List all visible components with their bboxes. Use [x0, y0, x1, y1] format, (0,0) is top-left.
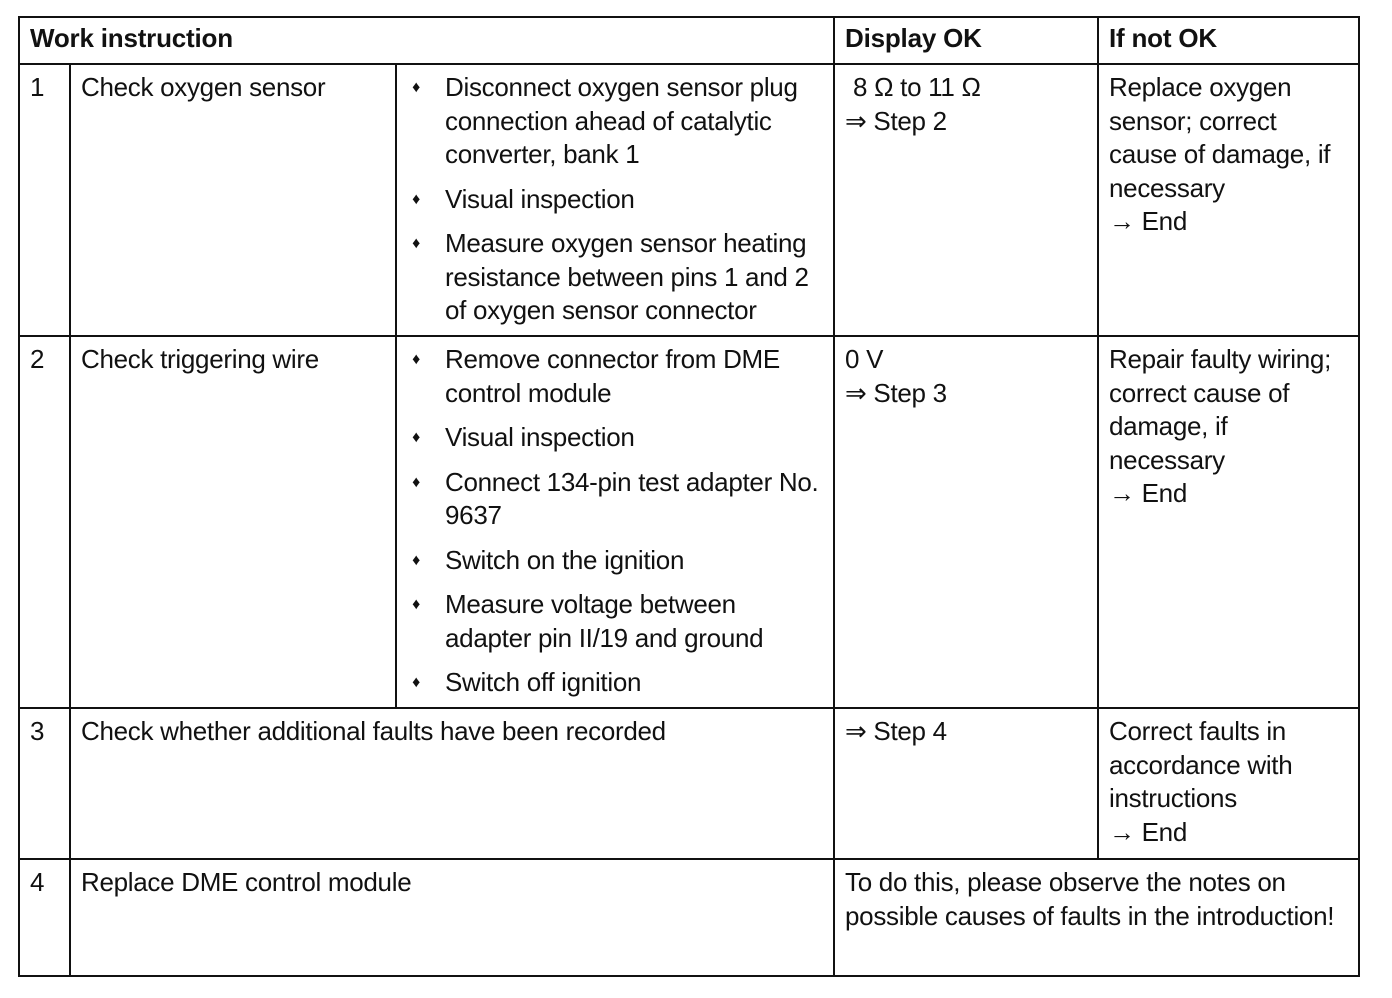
- table-row: [19, 64, 1359, 336]
- list-item: ♦ Visual inspection: [409, 421, 827, 455]
- step-note: To do this, please observe the notes on possible causes of faults in the introduction!: [834, 859, 1359, 976]
- work-instruction-table: [18, 16, 1360, 977]
- work-instruction-sheet: [18, 16, 1358, 977]
- list-item: ♦ Measure voltage between adapter pin II/19 and ground: [409, 588, 827, 655]
- step-task: Check triggering wire: [70, 336, 396, 708]
- header-work-instruction: Work instruction: [19, 17, 834, 64]
- bullet-icon: ♦: [412, 674, 420, 691]
- table-row: [19, 859, 1359, 976]
- display-ok-next: ⇒ Step 2: [845, 105, 947, 136]
- step-task: Replace DME control module: [70, 859, 834, 976]
- list-item: ♦ Switch on the ignition: [409, 544, 827, 578]
- table-header-row: [19, 17, 1359, 64]
- bullet-icon: ♦: [412, 551, 420, 569]
- step-number: 4: [19, 859, 70, 976]
- display-ok-cell: [834, 708, 1098, 859]
- if-not-ok-action: Repair faulty wiring; correct cause of damage, if necessary: [1109, 344, 1332, 475]
- if-not-ok-action: Correct faults in accordance with instructions: [1109, 716, 1293, 813]
- step-number: 2: [19, 336, 70, 708]
- display-ok-next: ⇒ Step 4: [845, 716, 947, 746]
- bullet-icon: ♦: [412, 190, 420, 208]
- bullet-icon: ♦: [412, 351, 420, 368]
- list-item: ♦ Measure oxygen sensor heating resistance between pins 1 and 2 of oxygen sensor connector: [409, 227, 827, 328]
- if-not-ok-action: Replace oxygen sensor; correct cause of damage, if necessary: [1109, 72, 1331, 203]
- step-task: Check oxygen sensor: [70, 64, 396, 336]
- if-not-ok-cell: [1098, 708, 1359, 859]
- display-ok-value: 0 V: [845, 344, 884, 374]
- if-not-ok-cell: [1098, 336, 1359, 708]
- if-not-ok-next: → End: [1109, 206, 1187, 236]
- step-number: 1: [19, 64, 70, 336]
- step-number: 3: [19, 708, 70, 859]
- header-display-ok: Display OK: [834, 17, 1098, 64]
- action-list: [409, 71, 827, 328]
- if-not-ok-cell: [1098, 64, 1359, 336]
- display-ok-value: 8 Ω to 11 Ω: [853, 72, 981, 102]
- display-ok-next: ⇒ Step 3: [845, 377, 947, 408]
- list-item: ♦ Connect 134-pin test adapter No. 9637: [409, 466, 827, 533]
- bullet-icon: ♦: [412, 596, 420, 613]
- bullet-icon: ♦: [412, 235, 420, 252]
- if-not-ok-next: → End: [1109, 816, 1187, 847]
- step-actions: [396, 64, 834, 336]
- bullet-icon: ♦: [412, 429, 420, 446]
- list-item: ♦ Disconnect oxygen sensor plug connection ahead of catalytic converter, bank 1: [409, 71, 827, 172]
- bullet-icon: ♦: [412, 473, 420, 491]
- display-ok-cell: [834, 336, 1098, 708]
- header-if-not-ok: If not OK: [1098, 17, 1359, 64]
- list-item: ♦ Switch off ignition: [409, 666, 827, 700]
- bullet-icon: ♦: [412, 79, 420, 96]
- list-item: ♦ Visual inspection: [409, 183, 827, 217]
- action-list: [409, 343, 827, 700]
- table-row: [19, 336, 1359, 708]
- table-row: [19, 708, 1359, 859]
- step-actions: [396, 336, 834, 708]
- display-ok-cell: [834, 64, 1098, 336]
- list-item: ♦ Remove connector from DME control module: [409, 343, 827, 410]
- step-task: Check whether additional faults have been recorded: [70, 708, 834, 859]
- if-not-ok-next: → End: [1109, 478, 1187, 508]
